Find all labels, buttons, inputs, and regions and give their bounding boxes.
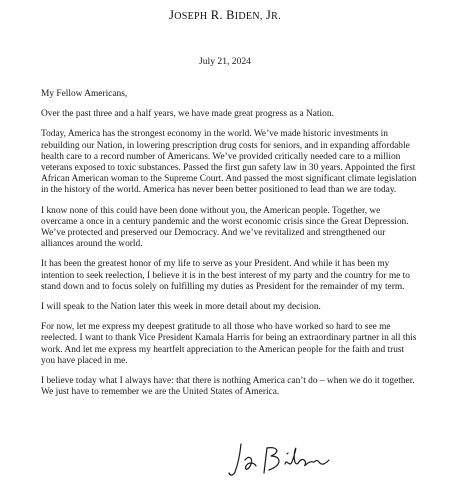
paragraph-2: Today, America has the strongest economy in the world. We’ve made historic investments in rebuilding our Nation, in lowering prescription drug costs for seniors, and in expanding affordable health care to a record number of Americans. We’ve provided critically needed care to a million veterans exposed to toxic substances. Passed the first gun safety law in 30 years. Appointed the first African American woman to the Supreme Court. And passed the most significant climate legislation in the history of the world. America has never been better positioned to lead than we are today. xyxy=(41,129,417,196)
paragraph-1: Over the past three and a half years, we have made great progress as a Nation. xyxy=(41,109,334,120)
letterhead-middle: R. xyxy=(210,8,223,22)
letter-date: July 21, 2024 xyxy=(199,56,251,67)
letterhead-last-rest: IDEN, xyxy=(234,11,263,22)
salutation: My Fellow Americans, xyxy=(41,89,128,99)
letterhead-first-initial: J xyxy=(169,8,175,22)
paragraph-6: For now, let me express my deepest gratitude to all those who have worked so hard to see me reelected. I want to thank Vice President Kamala Harris for being an extraordinary partner in all this work. And let me express my heartfelt appreciation to the American people for the faith and trust you have placed in me. xyxy=(41,322,417,366)
handwritten-signature xyxy=(225,440,340,480)
paragraph-4: It has been the greatest honor of my life to serve as your President. And while it has been my intention to seek reelection, I believe it is in the best interest of my party and the country for me to stand down and to focus solely on fulfilling my duties as President for the remainder of my term. xyxy=(41,259,410,292)
letterhead-suffix-initial: J xyxy=(265,8,272,22)
paragraph-7: I believe today what I always have: that there is nothing America can’t do – when we do it together. We just have to remember we are the United States of America. xyxy=(41,376,415,398)
letter-body xyxy=(41,89,417,407)
letterhead-first-rest: OSEPH xyxy=(174,11,208,22)
letterhead-suffix-rest: R. xyxy=(271,11,281,22)
letterhead-last-initial: B xyxy=(226,8,235,22)
letterhead xyxy=(0,8,450,23)
paragraph-3: I know none of this could have been done without you, the American people. Together, we overcame a once in a century pandemic and the worst economic crisis since the Great Depression. We’ve protected and preserved our Democracy. And we’ve revitalized and strengthened our alliances around the world. xyxy=(41,205,409,250)
paragraph-5: I will speak to the Nation later this week in more detail about my decision. xyxy=(41,302,321,313)
